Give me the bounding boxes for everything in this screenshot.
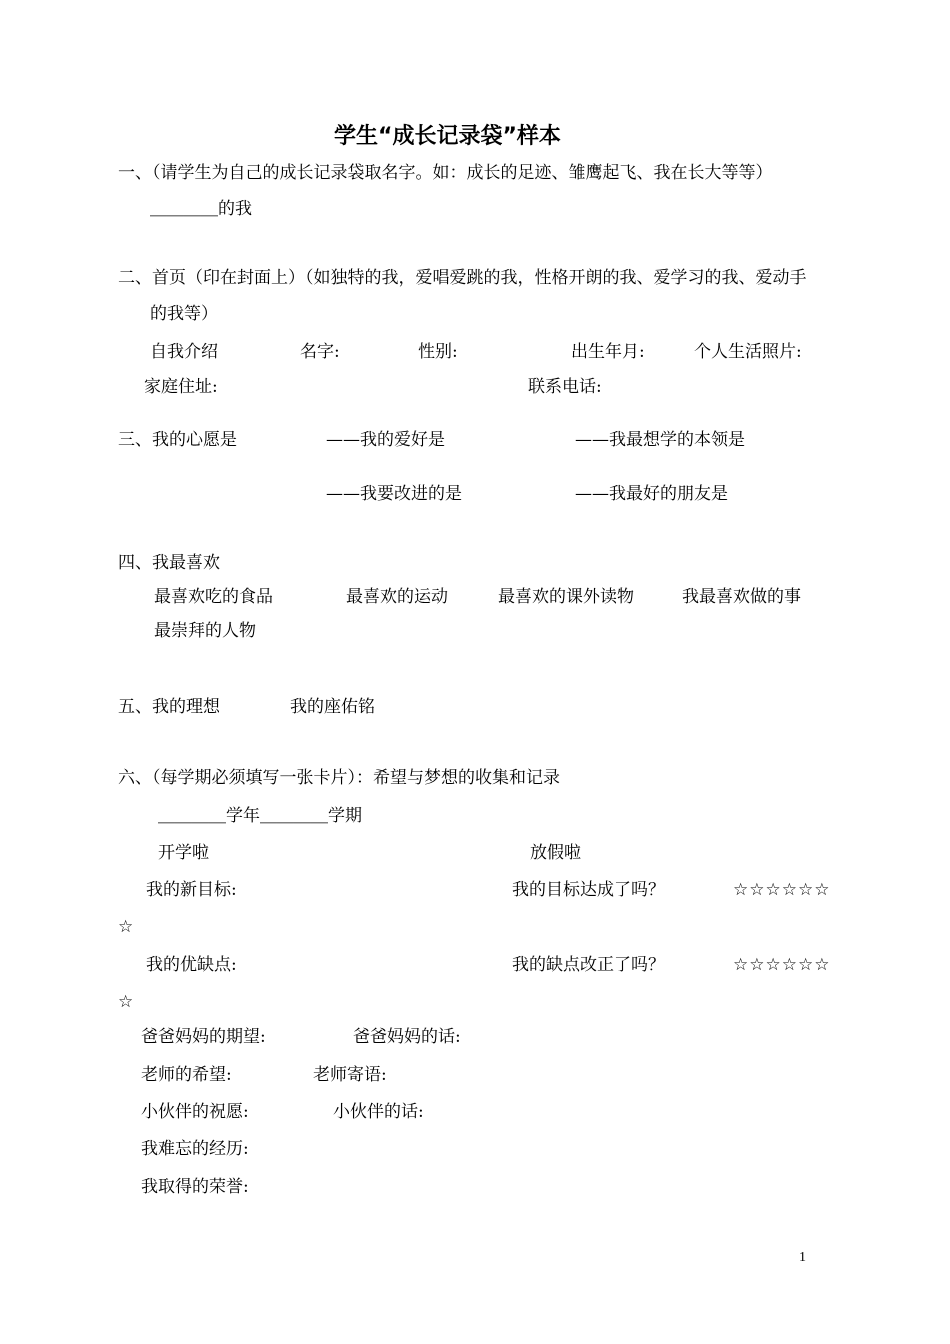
wish-hobby: ——我的爱好是 xyxy=(326,430,445,450)
memorable-experience-label: 我难忘的经历: xyxy=(141,1139,249,1159)
page-title: 学生“成长记录袋”样本 xyxy=(334,124,561,149)
field-home-address: 家庭住址: xyxy=(144,377,218,397)
goal-achieved-question: 我的目标达成了吗？ xyxy=(512,880,665,900)
friend-words-label: 小伙伴的话: xyxy=(333,1102,424,1122)
term-start-heading: 开学啦 xyxy=(158,843,209,863)
section-3-label: 三、我的心愿是 xyxy=(118,430,237,450)
teacher-words-label: 老师寄语: xyxy=(313,1065,387,1085)
field-gender: 性别: xyxy=(418,342,458,362)
field-phone: 联系电话: xyxy=(528,377,602,397)
goal-rating-star-wrap: ☆ xyxy=(118,917,134,937)
honors-label: 我取得的荣誉: xyxy=(141,1177,249,1197)
goal-rating-stars: ☆☆☆☆☆☆ xyxy=(733,880,831,900)
wish-improve: ——我要改进的是 xyxy=(326,484,462,504)
field-name: 名字: xyxy=(300,342,340,362)
field-self-intro: 自我介绍 xyxy=(150,342,218,362)
strengths-weaknesses-label: 我的优缺点: xyxy=(146,955,237,975)
new-goal-label: 我的新目标: xyxy=(146,880,237,900)
section-5-label: 五、我的理想 xyxy=(118,697,220,717)
weakness-rating-stars: ☆☆☆☆☆☆ xyxy=(733,955,831,975)
field-personal-photo: 个人生活照片: xyxy=(694,342,802,362)
favorite-activity: 我最喜欢做的事 xyxy=(682,587,801,607)
section-6-label: 六、（每学期必须填写一张卡片）：希望与梦想的收集和记录 xyxy=(118,768,560,788)
motto-label: 我的座佑铭 xyxy=(290,697,375,717)
friend-wish-label: 小伙伴的祝愿: xyxy=(141,1102,249,1122)
section-1-line-1: 一、（请学生为自己的成长记录袋取名字。如：成长的足迹、雏鹰起飞、我在长大等等） xyxy=(118,163,773,183)
term-line: ＿＿＿＿学年＿＿＿＿学期 xyxy=(158,806,362,826)
favorite-idol: 最崇拜的人物 xyxy=(154,621,256,641)
favorite-sport: 最喜欢的运动 xyxy=(346,587,448,607)
page-number: 1 xyxy=(799,1250,806,1265)
wish-skill: ——我最想学的本领是 xyxy=(575,430,745,450)
favorite-book: 最喜欢的课外读物 xyxy=(498,587,634,607)
weakness-corrected-question: 我的缺点改正了吗？ xyxy=(512,955,665,975)
section-2-line-1: 二、首页（印在封面上）（如独特的我，爱唱爱跳的我，性格开朗的我、爱学习的我、爱动手 xyxy=(118,268,807,288)
parents-hope-label: 爸爸妈妈的期望: xyxy=(141,1027,266,1047)
teacher-hope-label: 老师的希望: xyxy=(141,1065,232,1085)
weakness-rating-star-wrap: ☆ xyxy=(118,992,134,1012)
section-1-line-2: ＿＿＿＿的我 xyxy=(150,199,252,219)
favorite-food: 最喜欢吃的食品 xyxy=(154,587,273,607)
field-birth-date: 出生年月: xyxy=(571,342,645,362)
section-4-label: 四、我最喜欢 xyxy=(118,553,220,573)
wish-best-friend: ——我最好的朋友是 xyxy=(575,484,728,504)
term-holiday-heading: 放假啦 xyxy=(530,843,581,863)
parents-words-label: 爸爸妈妈的话: xyxy=(353,1027,461,1047)
section-2-line-2: 的我等） xyxy=(150,304,218,324)
